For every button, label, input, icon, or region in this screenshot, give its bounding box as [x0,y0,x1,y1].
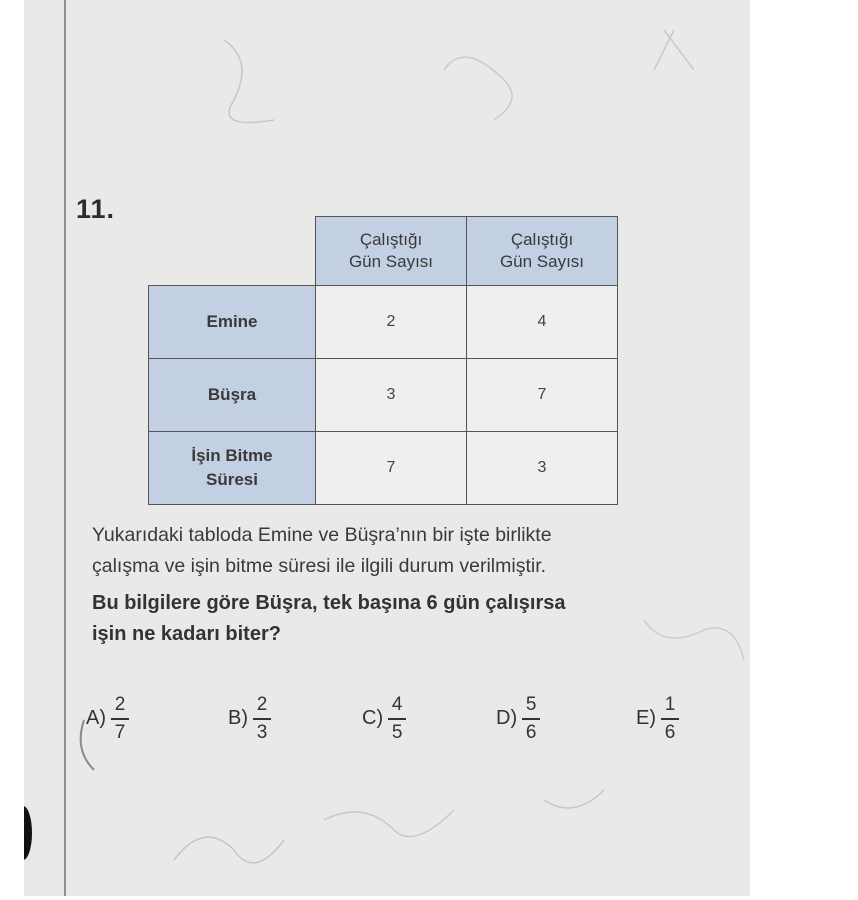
option-c[interactable] [362,694,406,744]
denominator: 5 [391,721,403,743]
table-row [149,286,618,359]
table-row [149,359,618,432]
option-a[interactable] [86,694,129,744]
fraction-bar [111,718,129,720]
description-paragraph: Yukarıdaki tabloda Emine ve Büşra’nın bir işte birlikte çalışma ve işin bitme süresi ile ilgili durum verilmiştir. [92,524,552,577]
denominator: 3 [256,721,268,743]
option-fraction [388,694,406,744]
option-fraction [661,694,679,744]
table-header-row [149,217,618,286]
question-text: Bu bilgilere göre Büşra, tek başına 6 gün çalışırsa işin ne kadarı biter? [92,592,566,645]
option-fraction [111,694,129,744]
table-row [149,432,618,505]
option-d[interactable] [496,694,540,744]
option-e[interactable] [636,694,679,744]
row-header-completion-time: İşin Bitme Süresi [149,432,316,505]
data-table [148,216,618,505]
option-fraction [253,694,271,744]
option-letter: D) [496,707,518,730]
table-cell: 4 [467,286,618,359]
fraction-bar [661,718,679,720]
fraction-bar [522,718,540,720]
worksheet-page [24,0,750,896]
denominator: 7 [114,721,126,743]
answer-options [86,694,726,754]
table-cell: 3 [467,432,618,505]
option-b[interactable] [228,694,271,744]
page-margin-line [64,0,66,896]
numerator: 5 [525,694,537,715]
row-header-busra: Büşra [149,359,316,432]
column-header: Çalıştığı Gün Sayısı [467,217,618,286]
column-header: Çalıştığı Gün Sayısı [316,217,467,286]
option-fraction [522,694,540,744]
shadow-mark [24,806,32,860]
row-header-emine: Emine [149,286,316,359]
numerator: 4 [391,694,403,715]
fraction-bar [253,718,271,720]
table-corner [149,217,316,286]
option-letter: A) [86,707,106,730]
table-cell: 7 [316,432,467,505]
numerator: 2 [256,694,268,715]
question-number: 11. [76,194,116,224]
option-letter: E) [636,707,656,730]
table-cell: 2 [316,286,467,359]
numerator: 2 [114,694,126,715]
option-letter: B) [228,707,248,730]
denominator: 6 [525,721,537,743]
table-cell: 3 [316,359,467,432]
option-letter: C) [362,707,384,730]
table-cell: 7 [467,359,618,432]
denominator: 6 [664,721,676,743]
numerator: 1 [664,694,676,715]
fraction-bar [388,718,406,720]
